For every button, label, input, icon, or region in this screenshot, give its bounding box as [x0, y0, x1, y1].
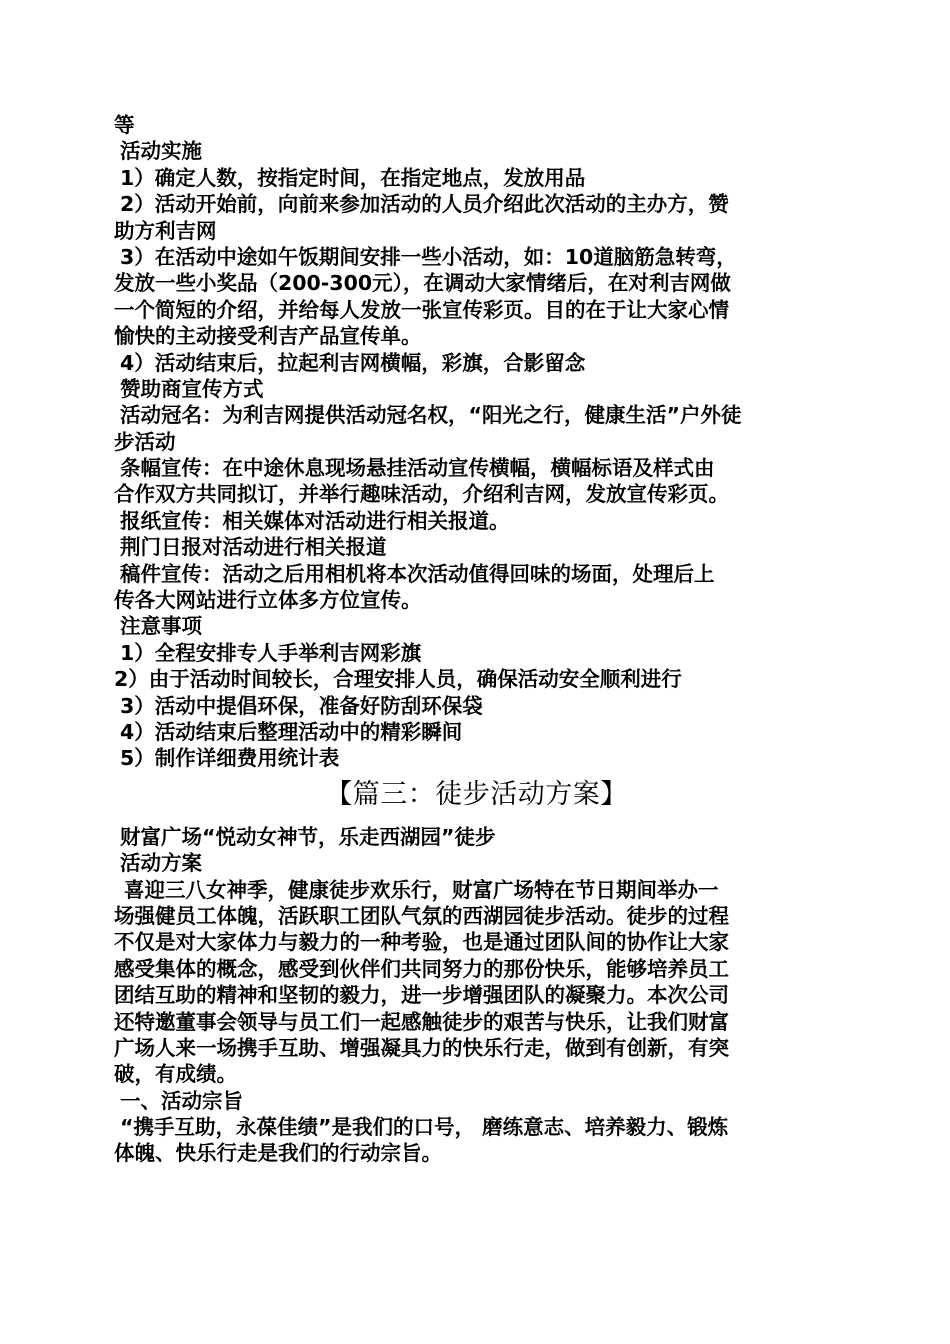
paragraph-line: 团结互助的精神和坚韧的毅力，进一步增强团队的凝聚力。本次公司	[114, 983, 729, 1008]
section-label: 赞助商宣传方式	[120, 376, 264, 401]
paragraph-line: 场强健员工体魄，活跃职工团队气氛的西湖园徒步活动。徒步的过程	[114, 903, 729, 928]
text-line: 财富广场“悦动女神节，乐走西湖园”徒步	[120, 824, 496, 849]
list-item: 1）确定人数，按指定时间，在指定地点，发放用品	[120, 165, 586, 190]
text-line: 稿件宣传：活动之后用相机将本次活动值得回味的场面，处理后上	[120, 561, 715, 586]
text-line: 步活动	[114, 429, 176, 454]
section-label: 活动实施	[120, 139, 202, 164]
text-line: 一个简短的介绍，并给每人发放一张宣传彩页。目的在于让大家心情	[114, 297, 729, 322]
list-item: 1）全程安排专人手举利吉网彩旗	[120, 640, 422, 665]
text-line: 荆门日报对活动进行相关报道	[120, 535, 387, 560]
paragraph-line: 不仅是对大家体力与毅力的一种考验，也是通过团队间的协作让大家	[114, 930, 729, 955]
list-item: 4）活动结束后，拉起利吉网横幅，彩旗，合影留念	[120, 350, 586, 375]
text-line: 发放一些小奖品（200-300元），在调动大家情绪后，在对利吉网做	[114, 271, 731, 296]
text-line: 愉快的主动接受利吉产品宣传单。	[114, 324, 422, 349]
text-line: 助方利吉网	[114, 218, 217, 243]
paragraph-line: 破，有成绩。	[114, 1062, 237, 1087]
paragraph-line: 感受集体的概念，感受到伙伴们共同努力的那份快乐，能够培养员工	[114, 956, 729, 981]
text-line: 条幅宣传：在中途休息现场悬挂活动宣传横幅，横幅标语及样式由	[120, 456, 715, 481]
paragraph-line: 体魄、快乐行走是我们的行动宗旨。	[114, 1141, 442, 1166]
list-item: 5）制作详细费用统计表	[120, 746, 340, 771]
section-heading: 【篇三：徒步活动方案】	[325, 778, 628, 810]
paragraph-line: 喜迎三八女神季，健康徒步欢乐行，财富广场特在节日期间举办一	[124, 877, 719, 902]
document-page	[114, 112, 839, 1167]
text-line: 等	[114, 113, 135, 137]
paragraph-line: 还特邀董事会领导与员工们一起感触徒步的艰苦与快乐，让我们财富	[114, 1009, 729, 1034]
section-label: 一、活动宗旨	[120, 1088, 243, 1113]
section-label: 活动方案	[120, 851, 202, 876]
text-line: 传各大网站进行立体多方位宣传。	[114, 588, 422, 613]
list-item: 2）由于活动时间较长，合理安排人员，确保活动安全顺利进行	[114, 667, 682, 692]
text-line: 合作双方共同拟订，并举行趣味活动，介绍利吉网，发放宣传彩页。	[114, 482, 729, 507]
text-line: 报纸宣传：相关媒体对活动进行相关报道。	[120, 508, 510, 533]
list-item: 3）活动中提倡环保，准备好防刮环保袋	[120, 693, 483, 718]
text-line: 活动冠名：为利吉网提供活动冠名权，“阳光之行，健康生活”户外徒	[120, 403, 742, 428]
list-item: 3）在活动中途如午饭期间安排一些小活动，如：10道脑筋急转弯，	[120, 244, 737, 269]
list-item: 2）活动开始前，向前来参加活动的人员介绍此次活动的主办方，赞	[120, 192, 729, 217]
list-item: 4）活动结束后整理活动中的精彩瞬间	[120, 719, 463, 744]
section-label: 注意事项	[120, 614, 202, 639]
paragraph-line: 广场人来一场携手互助、增强凝具力的快乐行走，做到有创新，有突	[114, 1035, 729, 1060]
paragraph-line: “携手互助，永葆佳绩”是我们的口号， 磨练意志、培养毅力、锻炼	[120, 1115, 729, 1140]
